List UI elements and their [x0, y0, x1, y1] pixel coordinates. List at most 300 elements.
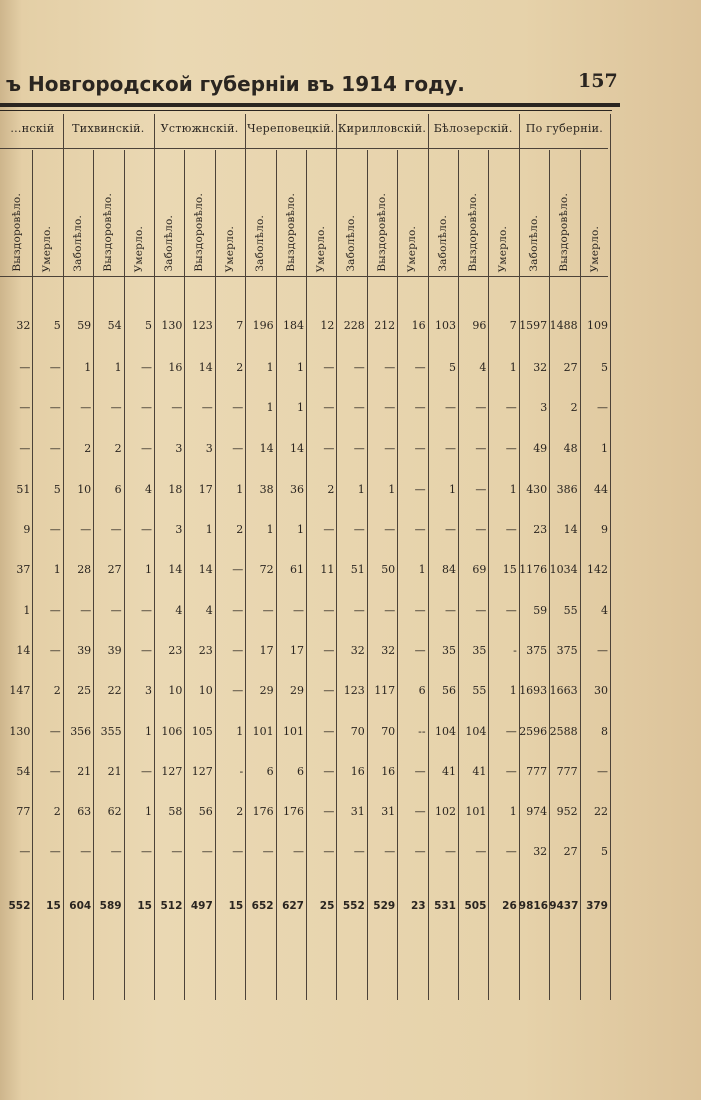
table-cell: 70	[381, 725, 396, 738]
table-cell: 4	[600, 604, 608, 617]
table-cell: —	[80, 401, 92, 414]
table-cell: —	[232, 563, 244, 576]
table-cell: —	[140, 442, 152, 455]
table-cell: —	[232, 604, 244, 617]
table-cell: —	[353, 523, 365, 536]
table-cell: 1	[296, 523, 304, 536]
total-cell: 9816	[518, 900, 549, 912]
table-cell: —	[232, 644, 244, 657]
table-cell: 11	[320, 563, 335, 576]
table-cell: —	[323, 725, 335, 738]
total-cell: 379	[586, 900, 608, 912]
column-header	[458, 156, 488, 272]
table-cell: —	[323, 401, 335, 414]
table-cell: 386	[556, 483, 578, 496]
group-header-1: ...нскій	[10, 122, 55, 135]
table-cell: —	[262, 604, 274, 617]
column-header-label: Заболѣло.	[254, 215, 267, 272]
group-header-7: По губерніи.	[525, 122, 604, 135]
total-cell: 9437	[549, 900, 579, 912]
table-cell: —	[49, 401, 61, 414]
table-cell: —	[505, 725, 517, 738]
table-cell: —	[475, 442, 487, 455]
table-cell: —	[596, 644, 608, 657]
table-cell: 56	[198, 805, 213, 818]
table-cell: 16	[411, 319, 426, 332]
table-cell: 375	[526, 644, 548, 657]
total-cell: 15	[228, 900, 244, 912]
column-header-label: Выздоровѣло.	[102, 193, 115, 272]
total-cell: 512	[160, 900, 183, 912]
table-cell: 2	[53, 684, 61, 697]
table-cell: 1	[388, 483, 396, 496]
table-cell: 14	[198, 563, 213, 576]
table-cell: 1	[509, 483, 517, 496]
table-cell: —	[414, 765, 426, 778]
table-cell: 1	[418, 563, 426, 576]
table-cell: 23	[198, 644, 213, 657]
column-header-label: Выздоровѣло.	[467, 193, 479, 272]
table-cell: 6	[296, 765, 304, 778]
table-cell: —	[19, 361, 31, 374]
table-cell: 6	[114, 483, 122, 496]
table-cell: —	[414, 604, 426, 617]
column-header	[580, 156, 610, 272]
column-header-label: Умерло.	[223, 225, 236, 272]
table-cell: 32	[16, 319, 31, 332]
table-cell: 1	[84, 361, 92, 374]
table-cell: 44	[593, 483, 608, 496]
table-cell: 12	[320, 319, 335, 332]
table-cell: —	[49, 765, 61, 778]
table-cell: 35	[441, 644, 456, 657]
header-rule-thick	[0, 103, 620, 107]
table-cell: —	[140, 765, 152, 778]
table-cell: —	[414, 845, 426, 858]
table-cell: 10	[77, 483, 92, 496]
table-cell: —	[323, 361, 335, 374]
table-cell: 14	[289, 442, 304, 455]
column-header	[336, 156, 366, 272]
table-cell: 117	[374, 684, 396, 697]
column-header-label: Заболѣло.	[71, 215, 84, 272]
column-header-label: Умерло.	[132, 225, 145, 272]
table-cell: 3	[144, 684, 152, 697]
table-cell: 54	[107, 319, 122, 332]
table-cell: 1	[23, 604, 31, 617]
table-cell: 130	[9, 725, 31, 738]
table-cell: —	[323, 604, 335, 617]
table-cell: 1	[205, 523, 213, 536]
table-cell: —	[80, 845, 92, 858]
table-cell: 29	[289, 684, 304, 697]
table-cell: 63	[77, 805, 92, 818]
table-cell: 375	[556, 644, 578, 657]
table-cell: —	[505, 401, 517, 414]
column-header-label: Умерло.	[497, 225, 510, 272]
table-cell: 1	[509, 805, 517, 818]
table-cell: —	[201, 845, 213, 858]
table-cell: —	[171, 401, 183, 414]
table-cell: —	[110, 845, 122, 858]
table-cell: —	[323, 845, 335, 858]
table-cell: —	[110, 523, 122, 536]
table-cell: 10	[198, 684, 213, 697]
table-cell: 1	[296, 361, 304, 374]
column-header-label: Заболѣло.	[345, 215, 358, 272]
table-cell: 96	[472, 319, 487, 332]
table-cell: 2	[570, 401, 578, 414]
table-cell: 4	[205, 604, 213, 617]
table-cell: —	[49, 361, 61, 374]
table-cell: —	[171, 845, 183, 858]
page-title: ъ Новгородской губерніи въ 1914 году.	[6, 72, 465, 96]
total-cell: 23	[410, 900, 426, 912]
table-cell: 69	[472, 563, 487, 576]
table-cell: 1597	[519, 319, 548, 332]
table-cell: 32	[381, 644, 396, 657]
table-cell: 49	[533, 442, 548, 455]
table-cell: —	[140, 401, 152, 414]
total-cell: 505	[464, 900, 487, 912]
table-cell: —	[19, 442, 31, 455]
group-header-rule	[0, 148, 608, 149]
table-cell: 1	[144, 725, 152, 738]
table-cell: —	[384, 361, 396, 374]
table-cell: -	[239, 765, 244, 778]
table-cell: —	[384, 442, 396, 455]
table-cell: 127	[161, 765, 183, 778]
table-cell: 77	[16, 805, 31, 818]
table-cell: 21	[107, 765, 122, 778]
table-cell: —	[232, 442, 244, 455]
table-cell: —	[201, 401, 213, 414]
table-cell: 142	[586, 563, 608, 576]
column-header	[397, 156, 427, 272]
table-cell: 32	[350, 644, 365, 657]
column-header-label: Выздоровѣло.	[11, 193, 23, 272]
table-cell: -	[513, 644, 517, 657]
table-cell: —	[353, 361, 365, 374]
table-cell: 48	[563, 442, 578, 455]
table-cell: 17	[259, 644, 274, 657]
table-cell: —	[505, 604, 517, 617]
table-cell: 56	[441, 684, 456, 697]
table-cell: 103	[434, 319, 456, 332]
total-cell: 15	[137, 900, 152, 912]
table-cell: 1663	[549, 684, 578, 697]
column-header-label: Заболѣло.	[527, 215, 540, 272]
column-header	[63, 156, 93, 272]
table-cell: 176	[252, 805, 274, 818]
table-cell: 32	[533, 361, 548, 374]
table-cell: 101	[465, 805, 487, 818]
column-header-label: Выздоровѣло.	[375, 193, 388, 272]
total-cell: 652	[251, 900, 274, 912]
table-cell: 109	[586, 319, 608, 332]
table-cell: 21	[77, 765, 92, 778]
table-cell: 228	[343, 319, 365, 332]
table-cell: 17	[198, 483, 213, 496]
table-cell: 3	[175, 442, 183, 455]
table-cell: —	[19, 845, 31, 858]
table-cell: 84	[441, 563, 456, 576]
table-cell: 2	[236, 361, 244, 374]
table-cell: —	[414, 442, 426, 455]
table-cell: 2	[53, 805, 61, 818]
table-cell: 31	[381, 805, 396, 818]
table-cell: 2588	[549, 725, 578, 738]
total-cell: 604	[69, 900, 92, 912]
table-cell: —	[323, 684, 335, 697]
table-cell: 123	[343, 684, 365, 697]
table-cell: —	[444, 604, 456, 617]
table-cell: 1	[144, 563, 152, 576]
table-cell: 1	[144, 805, 152, 818]
table-cell: 28	[77, 563, 92, 576]
table-cell: —	[49, 604, 61, 617]
table-cell: 5	[53, 319, 61, 332]
table-cell: 6	[418, 684, 426, 697]
table-cell: 101	[282, 725, 304, 738]
table-cell: 147	[9, 684, 31, 697]
group-header-5: Кирилловскій.	[337, 122, 427, 135]
total-cell: 552	[342, 900, 365, 912]
table-cell: 355	[100, 725, 122, 738]
table-cell: —	[323, 765, 335, 778]
table-cell: 777	[526, 765, 548, 778]
table-cell: 25	[77, 684, 92, 697]
table-cell: 106	[161, 725, 183, 738]
table-cell: 356	[70, 725, 92, 738]
table-cell: —	[475, 845, 487, 858]
table-cell: —	[49, 644, 61, 657]
table-cell: —	[414, 483, 426, 496]
table-cell: 2	[84, 442, 92, 455]
table-cell: 102	[434, 805, 456, 818]
table-cell: —	[414, 401, 426, 414]
column-header	[154, 156, 184, 272]
table-cell: —	[140, 361, 152, 374]
table-cell: 15	[502, 563, 517, 576]
table-cell: 1693	[519, 684, 548, 697]
column-header	[245, 156, 275, 272]
table-cell: 1	[509, 361, 517, 374]
table-cell: 1	[600, 442, 608, 455]
table-cell: —	[475, 604, 487, 617]
table-cell: 16	[168, 361, 183, 374]
table-cell: —	[596, 401, 608, 414]
table-cell: 58	[168, 805, 183, 818]
table-cell: 5	[53, 483, 61, 496]
total-cell: 552	[8, 900, 31, 912]
table-cell: —	[444, 845, 456, 858]
table-cell: 41	[472, 765, 487, 778]
table-cell: 1	[448, 483, 456, 496]
table-cell: 9	[23, 523, 31, 536]
table-cell: —	[49, 845, 61, 858]
column-header	[428, 156, 458, 272]
table-cell: 23	[533, 523, 548, 536]
table-cell: 41	[441, 765, 456, 778]
table-cell: 176	[282, 805, 304, 818]
group-header-6: Бѣлозерскій.	[433, 122, 513, 135]
table-cell: 14	[563, 523, 578, 536]
table-cell: —	[80, 523, 92, 536]
table-cell: 23	[168, 644, 183, 657]
table-cell: 59	[533, 604, 548, 617]
column-header-label: Умерло.	[315, 225, 327, 272]
table-cell: —	[475, 483, 487, 496]
table-cell: —	[49, 725, 61, 738]
table-cell: 14	[168, 563, 183, 576]
table-cell: —	[323, 523, 335, 536]
table-cell: 1	[357, 483, 365, 496]
table-cell: —	[444, 401, 456, 414]
table-cell: —	[414, 805, 426, 818]
table-cell: —	[323, 644, 335, 657]
table-cell: 123	[191, 319, 213, 332]
column-header	[184, 156, 214, 272]
table-cell: 130	[161, 319, 183, 332]
table-cell: —	[505, 442, 517, 455]
table-cell: 38	[259, 483, 274, 496]
table-cell: 3	[175, 523, 183, 536]
table-cell: 27	[563, 845, 578, 858]
table-cell: 16	[350, 765, 365, 778]
table-cell: 777	[556, 765, 578, 778]
table-right-edge	[610, 114, 611, 1000]
table-cell: 27	[563, 361, 578, 374]
table-cell: 50	[381, 563, 396, 576]
table-cell: —	[140, 604, 152, 617]
column-header	[367, 156, 397, 272]
table-cell: —	[232, 845, 244, 858]
table-cell: 27	[107, 563, 122, 576]
table-cell: 430	[526, 483, 548, 496]
table-cell: 39	[77, 644, 92, 657]
table-cell: 17	[289, 644, 304, 657]
column-header	[519, 156, 549, 272]
table-cell: —	[505, 845, 517, 858]
table-cell: —	[353, 845, 365, 858]
group-header-2: Тихвинскій.	[72, 122, 145, 135]
table-cell: 39	[107, 644, 122, 657]
table-cell: 1034	[549, 563, 578, 576]
table-cell: 9	[600, 523, 608, 536]
table-cell: —	[384, 523, 396, 536]
group-header-4: Череповецкій.	[247, 122, 335, 135]
table-cell: —	[140, 523, 152, 536]
column-header	[276, 156, 306, 272]
column-header	[93, 156, 123, 272]
table-cell: 1	[114, 361, 122, 374]
table-cell: 7	[236, 319, 244, 332]
table-cell: 101	[252, 725, 274, 738]
table-cell: —	[505, 765, 517, 778]
table-cell: —	[110, 401, 122, 414]
table-cell: 184	[282, 319, 304, 332]
table-cell: —	[262, 845, 274, 858]
column-header	[215, 156, 245, 272]
total-cell: 25	[319, 900, 335, 912]
table-cell: —	[444, 523, 456, 536]
table-cell: 1	[296, 401, 304, 414]
column-header	[306, 156, 336, 272]
table-cell: 36	[289, 483, 304, 496]
table-cell: 35	[472, 644, 487, 657]
table-cell: —	[444, 442, 456, 455]
total-cell: 529	[373, 900, 396, 912]
table-cell: 18	[168, 483, 183, 496]
table-cell: 14	[198, 361, 213, 374]
table-cell: 22	[593, 805, 608, 818]
table-cell: 55	[472, 684, 487, 697]
table-cell: 30	[593, 684, 608, 697]
table-cell: —	[353, 604, 365, 617]
table-cell: —	[353, 442, 365, 455]
table-cell: 127	[191, 765, 213, 778]
column-header-label: Умерло.	[406, 225, 419, 272]
table-cell: 1488	[549, 319, 578, 332]
table-cell: —	[414, 644, 426, 657]
column-header-label: Заболѣло.	[436, 215, 449, 272]
table-cell: —	[384, 604, 396, 617]
table-cell: 62	[107, 805, 122, 818]
table-cell: —	[414, 523, 426, 536]
column-header	[2, 156, 32, 272]
table-cell: 1	[236, 725, 244, 738]
table-cell: 7	[509, 319, 517, 332]
table-cell: 55	[563, 604, 578, 617]
table-cell: 952	[556, 805, 578, 818]
total-cell: 15	[46, 900, 61, 912]
total-cell: 589	[99, 900, 122, 912]
table-cell: —	[596, 765, 608, 778]
table-cell: —	[505, 523, 517, 536]
table-cell: —	[140, 644, 152, 657]
table-cell: 10	[168, 684, 183, 697]
table-cell: 3	[540, 401, 548, 414]
table-cell: 1	[509, 684, 517, 697]
column-header-label: Выздоровѣло.	[558, 193, 571, 272]
table-cell: —	[475, 523, 487, 536]
total-cell: 531	[434, 900, 456, 912]
column-header	[488, 156, 518, 272]
table-cell: —	[110, 604, 122, 617]
table-cell: 72	[259, 563, 274, 576]
table-cell: 61	[289, 563, 304, 576]
column-header-label: Выздоровѣло.	[193, 193, 206, 272]
header-bottom-rule	[0, 276, 608, 277]
total-cell: 497	[190, 900, 213, 912]
column-header-label: Умерло.	[588, 225, 601, 272]
table-cell: —	[384, 401, 396, 414]
table-cell: 2596	[519, 725, 548, 738]
table-cell: 105	[191, 725, 213, 738]
table-cell: 2	[114, 442, 122, 455]
table-cell: 70	[350, 725, 365, 738]
table-cell: 14	[259, 442, 274, 455]
table-cell: 54	[16, 765, 31, 778]
table-cell: 29	[259, 684, 274, 697]
table-cell: 22	[107, 684, 122, 697]
table-cell: —	[475, 401, 487, 414]
table-cell: —	[353, 401, 365, 414]
page-number: 157	[578, 70, 618, 92]
table-cell: —	[292, 604, 304, 617]
table-cell: —	[49, 442, 61, 455]
